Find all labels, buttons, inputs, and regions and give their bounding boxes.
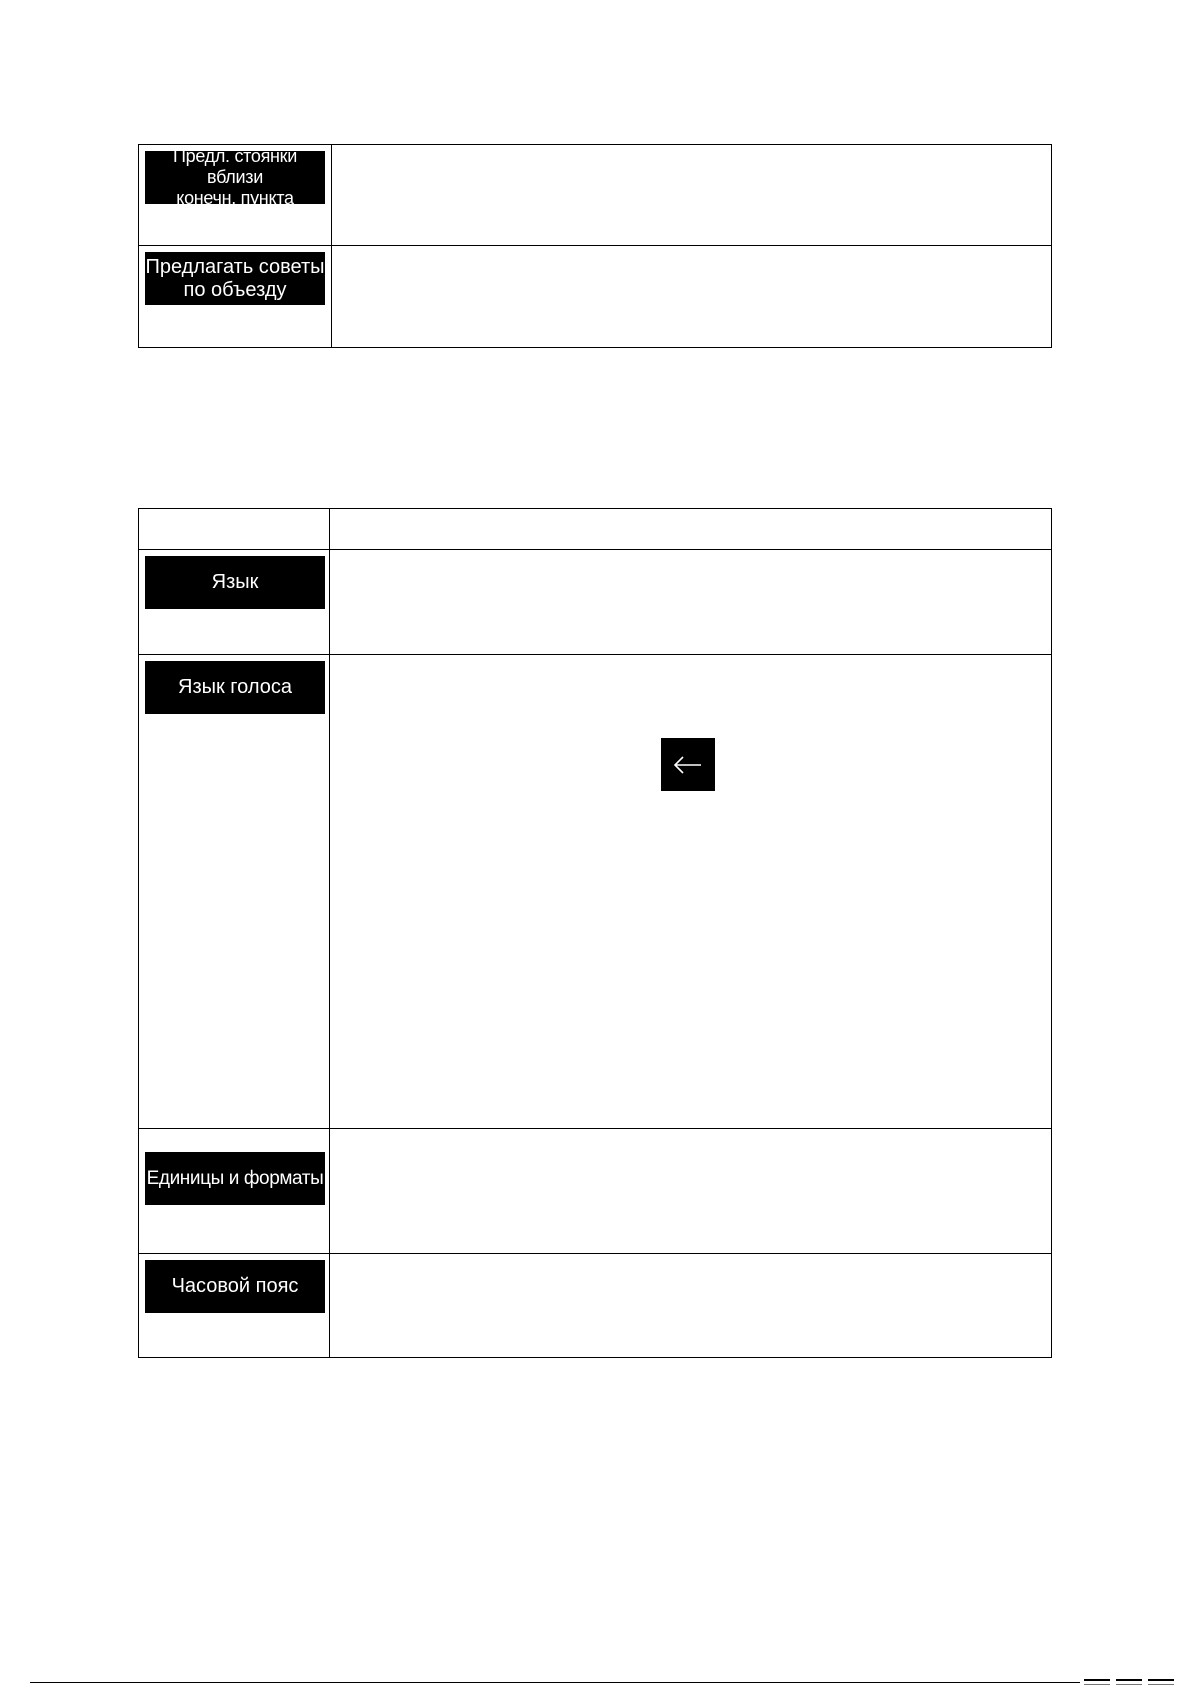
- table-cell-button: [139, 246, 332, 348]
- footer-marks: [1084, 1679, 1174, 1685]
- table-cell-description: [332, 145, 1052, 246]
- table-header-row: [139, 509, 1052, 550]
- table-header-cell: [330, 509, 1052, 550]
- footer-rule: [30, 1682, 1080, 1683]
- back-arrow-glyph: [673, 755, 703, 775]
- footer-mark: [1148, 1679, 1174, 1685]
- table-header-cell: [139, 509, 330, 550]
- units-formats-button[interactable]: Единицы и форматы: [145, 1152, 325, 1205]
- table-row: [139, 655, 1052, 1129]
- table-cell-button: [139, 1254, 330, 1358]
- table-cell-button: [139, 1129, 330, 1254]
- suggest-parking-button[interactable]: Предл. стоянки вблизи конечн. пункта: [145, 151, 325, 204]
- table-row: [139, 246, 1052, 348]
- table-cell-description: [330, 1129, 1052, 1254]
- settings-table-regional: [138, 508, 1052, 1358]
- table-cell-button: [139, 655, 330, 1129]
- voice-language-button[interactable]: Язык голоса: [145, 661, 325, 714]
- suggest-detour-button[interactable]: Предлагать советы по объезду: [145, 252, 325, 305]
- table-cell-description: [332, 246, 1052, 348]
- footer-mark: [1084, 1679, 1110, 1685]
- table-cell-description: [330, 550, 1052, 655]
- table-row: [139, 550, 1052, 655]
- table-cell-button: [139, 145, 332, 246]
- settings-table-route: [138, 144, 1052, 348]
- table-row: [139, 1254, 1052, 1358]
- table-cell-description: [330, 1254, 1052, 1358]
- table-row: [139, 145, 1052, 246]
- table-cell-description: [330, 655, 1052, 1129]
- time-zone-button[interactable]: Часовой пояс: [145, 1260, 325, 1313]
- back-arrow-icon[interactable]: [661, 738, 715, 791]
- language-button[interactable]: Язык: [145, 556, 325, 609]
- table-row: [139, 1129, 1052, 1254]
- footer-mark: [1116, 1679, 1142, 1685]
- table-cell-button: [139, 550, 330, 655]
